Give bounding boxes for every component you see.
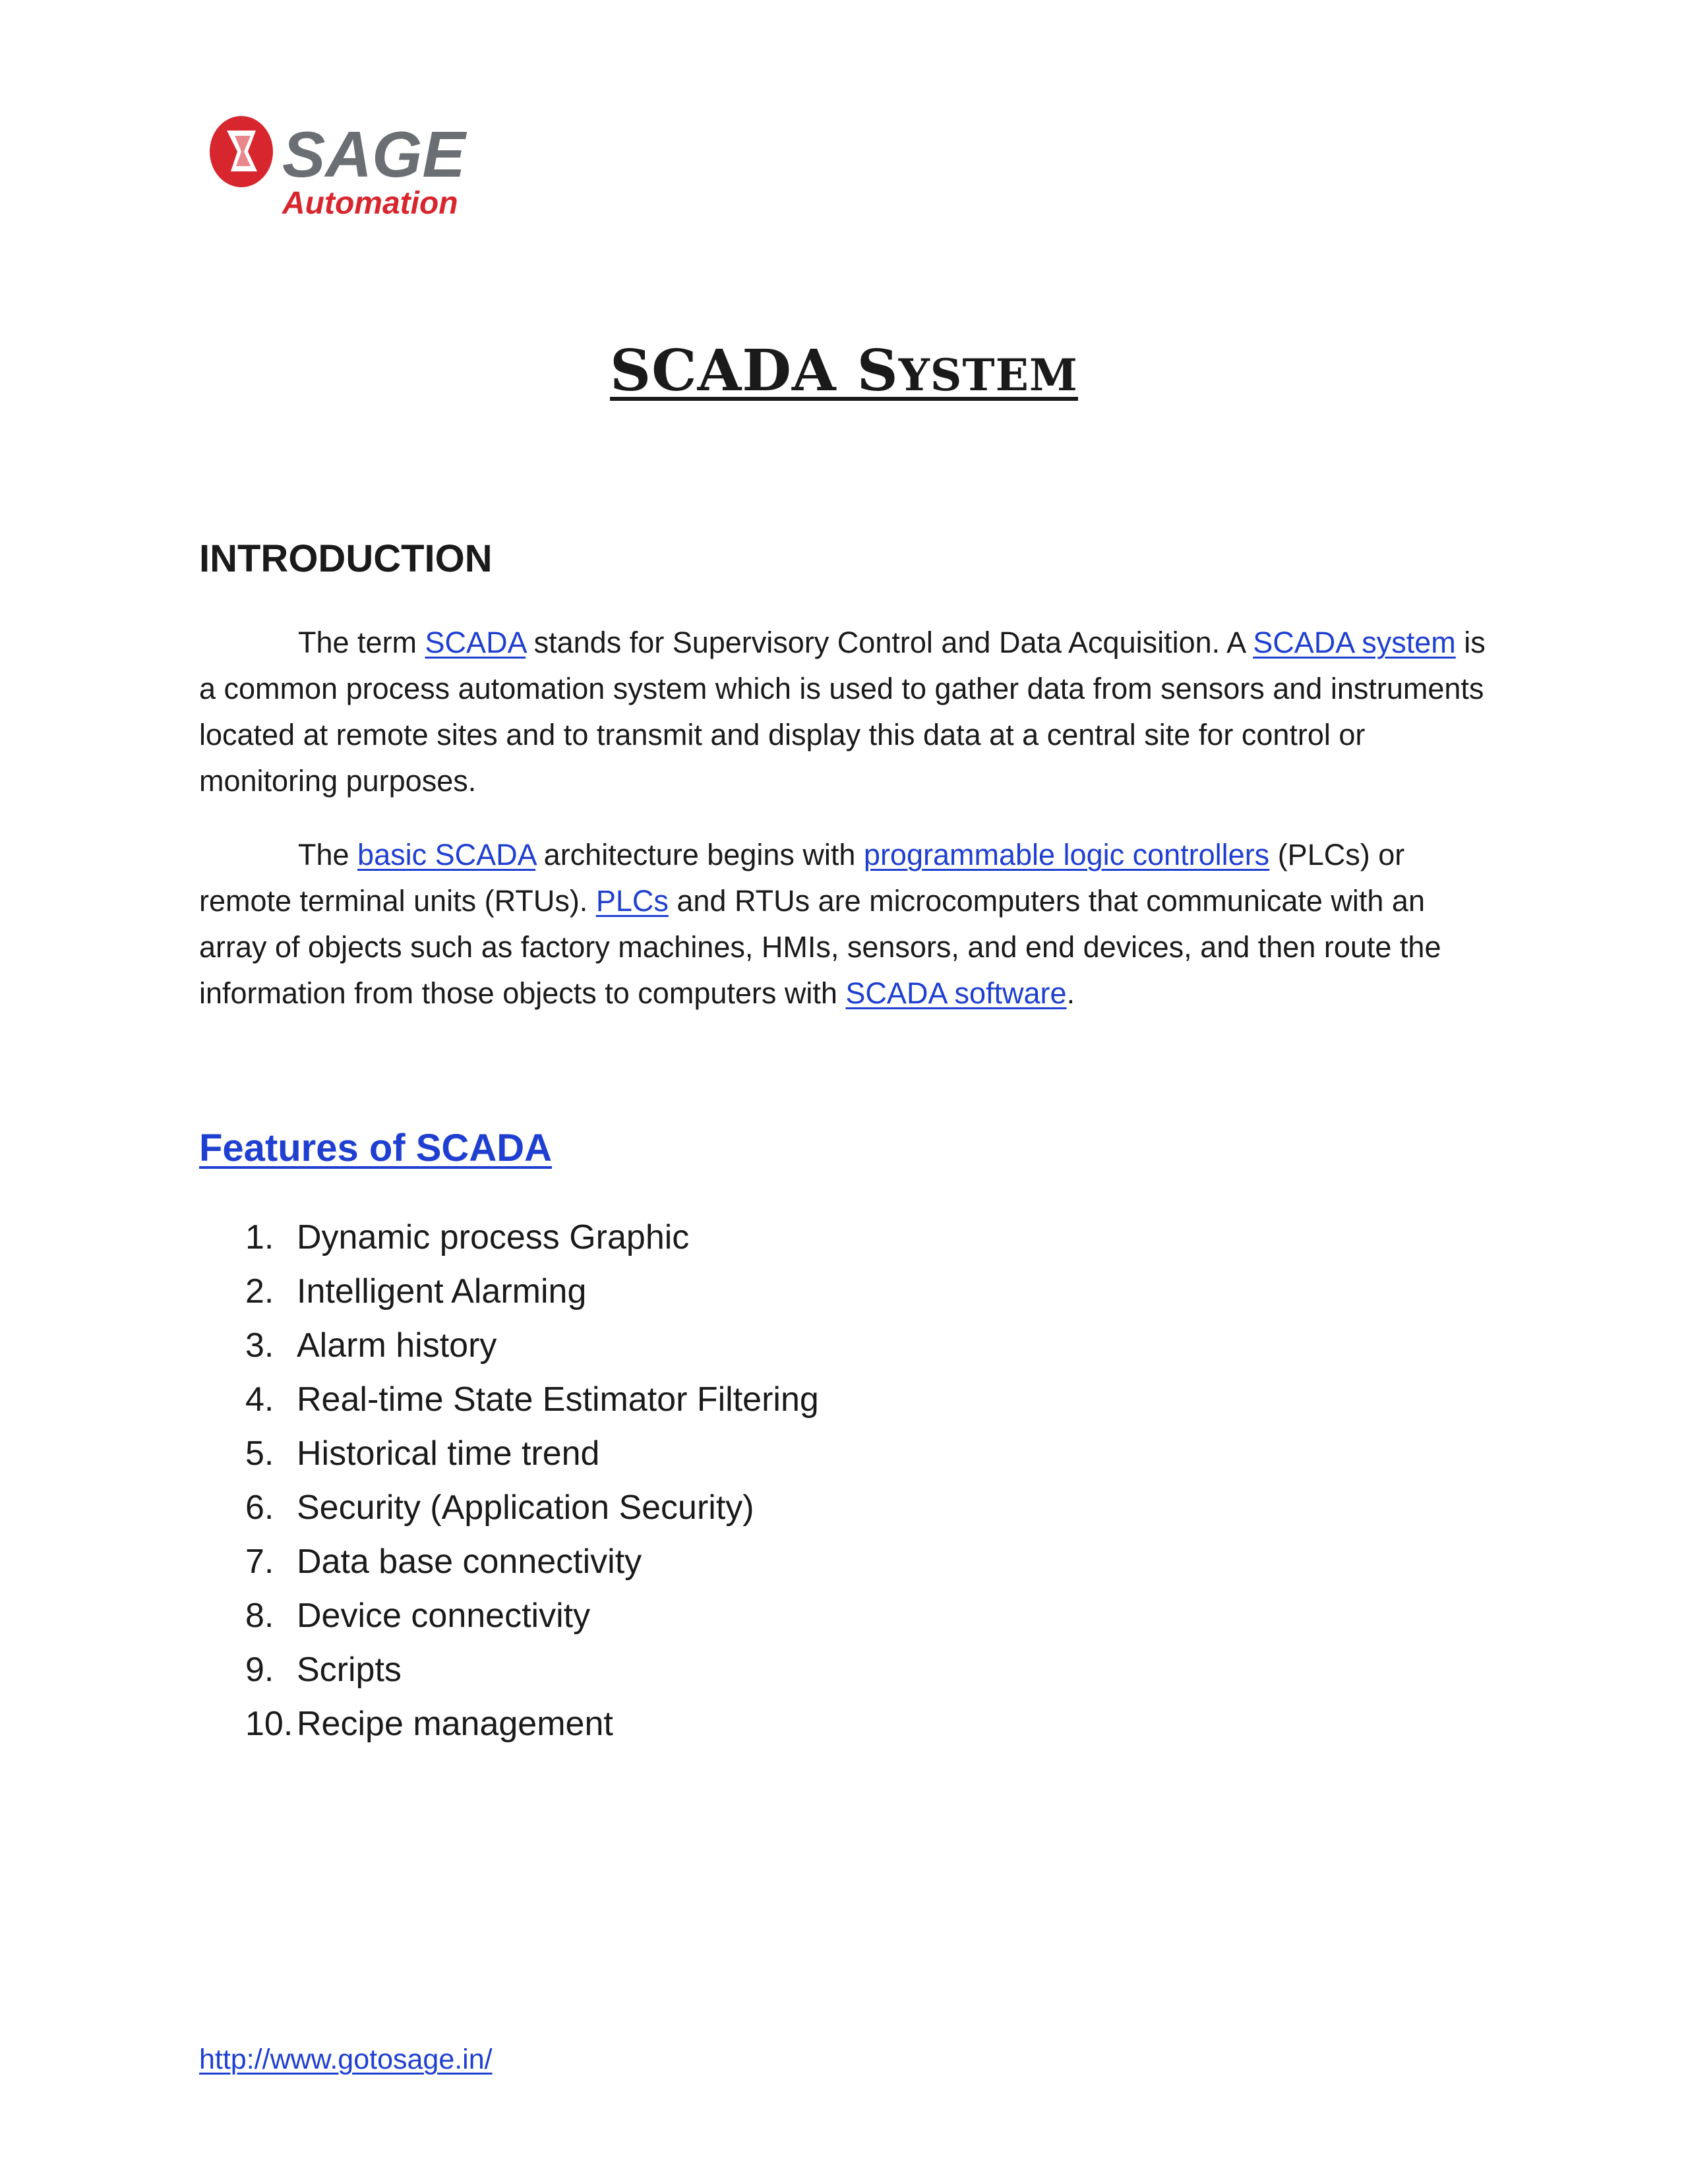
link-scada-system[interactable]: SCADA system [1253,626,1456,659]
para1-text-2: stands for Supervisory Control and Data Acquisition. A [526,626,1253,659]
list-item-number: 9. [245,1651,274,1689]
list-item [245,1264,819,1318]
link-scada[interactable]: SCADA [425,626,526,659]
para2-text-2: architecture begins with [535,838,864,871]
link-programmable-logic-controllers[interactable]: programmable logic controllers [863,838,1270,871]
list-item-label: Alarm history [297,1326,497,1365]
list-item-label: Scripts [297,1651,402,1689]
list-item-label: Security (Application Security) [297,1489,754,1527]
list-item-label: Intelligent Alarming [297,1272,587,1311]
para2-text-4: and RTUs are microcomputers that communicate with an array of objects such as factory machines, HMIs, sensors, and end devices, and then route the information from those objects to computers with [199,884,1441,1010]
list-item [245,1697,819,1751]
list-item-label: Dynamic process Graphic [297,1218,690,1256]
list-item [245,1481,819,1535]
list-item-number: 2. [245,1272,274,1311]
intro-paragraph-2 [199,832,1492,1017]
link-plcs[interactable]: PLCs [595,884,669,918]
document-title [0,335,1688,411]
logo-tagline: Automation [282,186,458,221]
footer-website-link[interactable]: http://www.gotosage.in/ [199,2044,493,2075]
list-item-label: Data base connectivity [297,1543,642,1581]
list-item-number: 6. [245,1489,274,1527]
list-item-label: Historical time trend [297,1434,600,1473]
introduction-heading: INTRODUCTION [199,537,493,580]
list-item-number: 7. [245,1543,274,1581]
list-item [245,1318,819,1372]
list-item-number: 1. [245,1218,274,1256]
list-item-number: 8. [245,1597,274,1635]
list-item-number: 10. [245,1705,293,1743]
list-item-number: 4. [245,1380,274,1419]
para2-text-1: The [298,838,358,871]
link-scada-software[interactable]: SCADA software [845,976,1067,1010]
features-list [245,1210,819,1751]
title-part-big: SCADA S [610,338,899,404]
para1-text-1: The term [298,626,425,659]
features-heading-link[interactable]: Features of SCADA [199,1127,552,1169]
list-item [245,1535,819,1589]
list-item [245,1372,819,1427]
list-item-number: 5. [245,1434,274,1473]
list-item-label: Recipe management [297,1705,613,1743]
para2-text-5: . [1066,976,1075,1010]
list-item [245,1427,819,1481]
list-item-label: Device connectivity [297,1597,591,1635]
para1-text-3: is a common process automation system which is used to gather data from sensors and instruments located at remote sites and to transmit and display this data at a central site for control or monitoring purposes. [199,626,1486,798]
list-item [245,1643,819,1697]
sage-automation-logo [208,111,512,229]
link-basic-scada[interactable]: basic SCADA [357,838,536,871]
list-item [245,1210,819,1264]
para2-text-3: (PLCs) or remote terminal units (RTUs). [199,838,1405,918]
list-item-number: 3. [245,1326,274,1365]
list-item-label: Real-time State Estimator Filtering [297,1380,819,1419]
list-item [245,1589,819,1643]
intro-paragraph-1 [199,620,1492,804]
logo-wordmark: SAGE [282,118,466,191]
logo-emblem-icon [210,116,273,187]
title-part-small: YSTEM [898,349,1078,401]
